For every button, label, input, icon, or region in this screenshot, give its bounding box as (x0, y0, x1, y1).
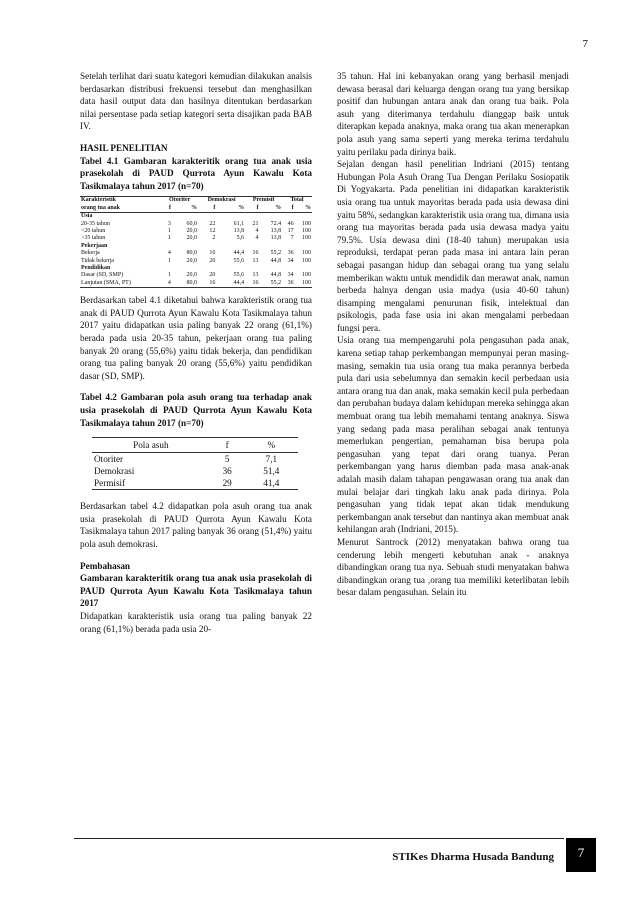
table1-group-label: Pendidikan (81, 265, 111, 271)
pembahasan-title: Pembahasan (80, 560, 131, 571)
page-number-top: 7 (582, 38, 588, 50)
table1-cell: 4 (161, 280, 171, 288)
table1-header-cell: % (295, 205, 312, 213)
table1-cell: 4 (255, 227, 259, 234)
footer-divider (74, 838, 564, 839)
table1-cell: 44,8 (270, 272, 282, 279)
table1-header-cell: f (245, 205, 259, 213)
table1-cell: 4 (167, 250, 171, 257)
table1-cell: 60,0 (186, 220, 198, 227)
table1-cell: 13 (252, 257, 259, 264)
table1-cell: 20-35 tahun (81, 220, 110, 227)
table1-cell: 100 (302, 257, 311, 264)
table1-cell: 55,6 (233, 257, 245, 264)
table-row (80, 221, 312, 228)
table1-header-cell: Total (282, 197, 312, 205)
table1-cell: <20 tahun (81, 227, 106, 234)
table1-subheader-row (80, 205, 312, 213)
table1-cell: 5,6 (236, 235, 245, 242)
table1-cell: 13,8 (270, 235, 282, 242)
table1-cell: 100 (302, 250, 311, 257)
table1-cell: Lanjutan (SMA, PT) (80, 280, 161, 288)
table1-cell: 21 (252, 220, 259, 227)
table-row (80, 272, 312, 279)
table1-cell: 44,4 (216, 280, 245, 288)
table1-cell: 61,1 (233, 220, 245, 227)
table1-cell: 1 (167, 257, 171, 264)
table2-cell: 36 (222, 466, 232, 477)
table1-header-cell: % (260, 205, 283, 213)
table-row (80, 258, 312, 265)
right-column (337, 70, 569, 599)
table1-cell: 46 (287, 220, 294, 227)
table1-cell: 20,0 (186, 235, 198, 242)
table1-cell: 100 (302, 272, 311, 279)
table1-group-row (80, 243, 312, 250)
table1-header-cell: Demokrasi (198, 197, 245, 205)
table1-cell: 20 (209, 272, 216, 279)
table1-cell: 80,0 (186, 250, 198, 257)
table1-cell: 44,4 (233, 250, 245, 257)
table1-cell: 55,2 (260, 280, 283, 288)
table1-cell: 2 (212, 235, 216, 242)
table1-header-cell: % (172, 205, 198, 213)
table1-cell: 1 (167, 272, 171, 279)
table2-cell: 29 (210, 477, 245, 490)
table1-cell: 1 (167, 227, 171, 234)
table1-cell: Bekerja (81, 250, 100, 257)
table1-header-cell: % (216, 205, 245, 213)
table2-cell: 5 (224, 454, 230, 465)
pembahasan-subtitle: Gambaran karakteritik orang tua anak usia prasekolah di PAUD Qurrota Ayun Kawalu Kota Tasikmalaya tahun 2017 (80, 573, 312, 609)
table1-cell: 20,0 (186, 272, 198, 279)
table1-cell: 16 (252, 250, 259, 257)
table2-cell: 51,4 (263, 466, 280, 477)
table1-cell: 20 (209, 257, 216, 264)
table2-header-cell: Pola asuh (92, 438, 210, 453)
table1-cell: Dasar (SD, SMP) (81, 272, 124, 279)
table1-cell: 13,8 (270, 227, 282, 234)
table1-cell: 16 (245, 280, 259, 288)
right-paragraph-2: Sejalan dengan hasil penelitian Indriani (2015) tentang Hubungan Pola Asuh Orang Tua Dengan Perilaku Sosiopatik Di Yogyakarta. Pada penelitian ini didapatkan karakteristik usia orang tua untuk mayoritas berada pada usia dewasa dini yaitu 58%, sedangkan karakteristik usia orang tua, dimana usia orang tua mayoritas berada pada usia dewasa madya yaitu 79.5%. Usia dewasa dini (18-40 tahun) merupakan usia reproduksi, terdapat peran pada masa ini antara lain peran sebagai pasangan hidup dan sebagai orang tua yang selalu memberikan waktu untuk mendidik dan merawat anak, namun berbeda halnya dengan usia madya (usia 40-60 tahun) disamping mengalami penurunan fisik, intelektual dan psikologis, pada fase usia ini akan mengalami perbedaan fungsi pera. (337, 159, 569, 333)
left-paragraph-1: Setelah terlihat dari suatu kategori kemudian dilakukan analsis berdasarkan distribusi frekuensi tersebut dan menghasilkan data hasil output data dan hasilnya ditentukan berdasarkan nilai persentase pada setiap kategori serta disajikan pada BAB IV. (80, 71, 312, 132)
table-row (80, 228, 312, 235)
left-paragraph-4: Didapatkan karakteristik usia orang tua paling banyak 22 orang (61,1%) berada pada usia 20- (80, 610, 312, 634)
table1-cell: Tidak bekerja (81, 257, 114, 264)
right-paragraph-3: Usia orang tua mempengaruhi pola pengasuhan pada anak, karena setiap tahap perkembangan mempunyai peran masing-masing, semakin tua usia orang tua maka perannya berbeda pula dari usia sebelumnya dan semakin kecil perbedaan usia antara orang tua dan anak, maka semakin kecil pula perbedaan dan perubahan budaya dalam kehidupan mereka sehingga akan membuat orang tua lebih memahami tentang anaknya. Siswa yang sedang pada masa peralihan sebagai anak tentunya memerlukan pengertian, pemahaman bisa berupa pola pengasuhan yang tepat dari orang tuanya. Peran perkembangan yang harus diemban pada masa anak-anak adalah masih dalam tahapan pengawasan orang tua anak dan mulai belajar dari tingkah laku anak pada dirinya. Pola pengasuhan yang tidak tepat akan tidak mendukung perkembangan anak tersebut dan nantinya akan membuat anak kehilangan arah (Indriani, 2015). (337, 335, 569, 535)
table1-cell: 100 (302, 220, 311, 227)
table1-cell: 100 (302, 227, 311, 234)
table1-cell: 36 (282, 280, 295, 288)
table1-header-cell: f (161, 205, 171, 213)
table1-cell: >35 tahun (81, 235, 106, 242)
table1-cell: 20,0 (186, 227, 198, 234)
table1-cell: 55,6 (233, 272, 245, 279)
table-row (92, 453, 298, 466)
table2-cell: 7,1 (265, 454, 278, 465)
table1-caption: Tabel 4.1 Gambaran karakteritik orang tua anak usia prasekolah di PAUD Qurrota Ayun Kawalu Kota Tasikmalaya tahun 2017 (n=70) (80, 155, 312, 191)
table1-cell: 4 (255, 235, 259, 242)
table-row (80, 280, 312, 288)
table1-header-cell: Premisif (245, 197, 282, 205)
table1-cell: 7 (290, 235, 294, 242)
left-paragraph-3: Berdasarkan tabel 4.2 didapatkan pola asuh orang tua anak usia prasekolah di PAUD Qurrota Ayun Kawalu Kota Tasikmalaya tahun 2017 paling banyak 36 orang (51,4%) yaitu pola asuh demokrasi. (80, 501, 312, 549)
table1-cell: 36 (287, 250, 294, 257)
table1-cell: 17 (287, 227, 294, 234)
table1-header-cell: Karakteristik (80, 197, 161, 205)
footer-institution: STIKes Dharma Husada Bandung (392, 851, 554, 863)
left-column (80, 70, 312, 635)
table1-header-cell: f (282, 205, 295, 213)
table2-caption: Tabel 4.2 Gambaran pola asuh orang tua terhadap anak usia prasekolah di PAUD Qurrota Ayun Kawalu Kota Tasikmalaya tahun 2017 (n=70) (80, 392, 312, 428)
table2-header-cell: % (245, 438, 298, 453)
table1-group-label: Pekerjaan (81, 242, 108, 249)
table2-cell: 41,4 (245, 477, 298, 490)
table-characteristics (80, 196, 312, 288)
table-row (92, 477, 298, 490)
table1-cell: 100 (302, 235, 311, 242)
table1-cell: 80,0 (172, 280, 198, 288)
table2-cell: Permisif (92, 477, 210, 490)
table-row (80, 250, 312, 257)
table-row (80, 235, 312, 242)
table1-header-row (80, 197, 312, 205)
table1-cell: 44,8 (270, 257, 282, 264)
table1-cell: 3 (167, 220, 171, 227)
table-row (92, 465, 298, 477)
table1-cell: 16 (198, 280, 216, 288)
table1-cell: 16 (209, 250, 216, 257)
table1-cell: 34 (287, 272, 294, 279)
table1-cell: 1 (167, 235, 171, 242)
table1-cell: 55,2 (270, 250, 282, 257)
footer-page-number: 7 (566, 838, 596, 872)
left-paragraph-2: Berdasarkan tabel 4.1 diketahui bahwa karakteristik orang tua anak di PAUD Qurrota Ayun Kawalu Kota Tasikmalaya tahun 2017 yaitu didapatkan usia paling banyak 22 orang (61,1%) berada pada usia 20-35 tahun, pekerjaan orang tua paling banyak 20 orang (55,6%) yaitu tidak bekerja, dan pendidikan orang tua paling banyak 20 orang (55,6%) yaitu pendidikan dasar (SD, SMP). (80, 295, 312, 381)
table1-header-cell: orang tua anak (80, 205, 161, 213)
right-paragraph-4: Menurut Santrock (2012) menyatakan bahwa orang tua cenderung lebih mengerti kebutuhan anak - anaknya dibandingkan orang tua nya. Sebuah studi menyatakan bahwa dibandingkan orang tua ,orang tua memiliki keterlibatan lebih besar dalam pengasuhan. Selain itu (337, 536, 569, 598)
table1-cell: 13,8 (233, 227, 245, 234)
table1-cell: 72.4 (270, 220, 282, 227)
table1-cell: 20,0 (186, 257, 198, 264)
table1-cell: 13 (252, 272, 259, 279)
table1-cell: 100 (295, 280, 312, 288)
right-paragraph-1: 35 tahun. Hal ini kebanyakan orang yang berhasil menjadi dewasa berasal dari keluarga dengan orang tua yang bersikap positif dan hubungan antara anak dan orang tua baik. Pola asuh yang diterimanya terdahulu dianggap baik untuk diterapkan kepada anaknya, maka orang tua akan menerapkan pola asuh yang sama seperti yang mereka terima terdahulu yaitu perilaku pada dirinya baik. (337, 71, 569, 157)
table1-group-row (80, 213, 312, 221)
table-parenting-style (92, 437, 298, 490)
table1-cell: 12 (209, 227, 216, 234)
table1-group-label: Usia (81, 213, 93, 220)
table2-header-row (92, 438, 298, 453)
table1-cell: 22 (209, 220, 216, 227)
table1-header-cell: Otoriter (161, 197, 198, 205)
table1-header-cell: f (198, 205, 216, 213)
table1-cell: 34 (287, 257, 294, 264)
section-title: HASIL PENELITIAN (80, 142, 168, 153)
table2-cell: Otoriter (94, 454, 124, 465)
table2-header-cell: f (210, 438, 245, 453)
table2-cell: Demokrasi (94, 466, 135, 477)
